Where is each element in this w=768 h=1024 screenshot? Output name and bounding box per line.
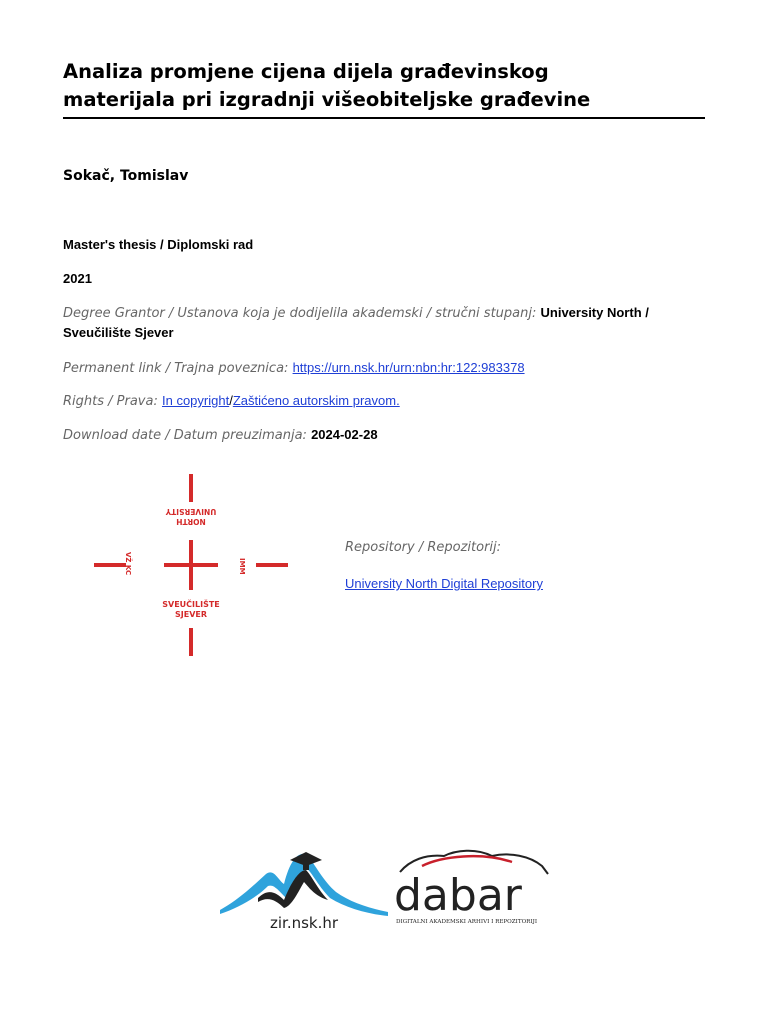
document-type: Master's thesis / Diplomski rad — [63, 237, 254, 252]
dabar-logo-subtitle: DIGITALNI AKADEMSKI ARHIVI I REPOZITORIJI — [396, 919, 538, 925]
logo-text-sveuciliste: SVEUČILIŠTE — [162, 600, 220, 609]
permanent-url-link[interactable]: https://urn.nsk.hr/urn:nbn:hr:122:983378 — [292, 360, 525, 375]
repository-label: Repository / Repozitorij: — [345, 540, 502, 555]
logo-bar-bottom — [189, 628, 193, 656]
in-copyright-link[interactable]: In copyright — [161, 393, 230, 408]
copyright-protected-link[interactable]: Zaštićeno autorskim pravom. — [232, 393, 400, 408]
grantor-label: Degree Grantor / Ustanova koja je dodijelila akademski / stručni stupanj: — [63, 306, 537, 321]
zir-logo-text: zir.nsk.hr — [270, 914, 339, 932]
dabar-logo — [392, 846, 552, 928]
beaver-accent-icon — [422, 856, 512, 866]
permanent-label: Permanent link / Trajna poveznica: — [63, 361, 289, 376]
logo-bar-right — [256, 563, 288, 567]
logo-text-sjever: SJEVER — [174, 610, 208, 619]
logo-text-imm: IMM — [238, 558, 246, 575]
logo-text-university: UNIVERSITY — [165, 507, 217, 516]
university-north-logo — [88, 470, 294, 660]
logo-bar-left — [94, 563, 126, 567]
logo-text-vzkc: VŽ KC — [124, 552, 132, 576]
title-divider — [63, 117, 705, 119]
logo-bar-top — [189, 474, 193, 502]
repository-link[interactable]: University North Digital Repository — [345, 576, 543, 591]
rights-separator: / — [229, 393, 233, 408]
permanent-link — [63, 358, 525, 378]
rights — [63, 391, 400, 411]
author: Sokač, Tomislav — [63, 168, 189, 184]
logo-cross-horizontal — [164, 563, 218, 567]
title-line-2: materijala pri izgradnji višeobiteljske građevine — [63, 88, 591, 111]
document-year: 2021 — [63, 271, 92, 286]
grantor-value: University North / Sveučilište Sjever — [63, 305, 649, 340]
degree-grantor — [63, 303, 678, 343]
document-title — [63, 58, 703, 114]
zir-logo — [218, 840, 390, 932]
rights-label: Rights / Prava: — [63, 394, 158, 409]
title-line-1: Analiza promjene cijena dijela građevinskog — [63, 60, 549, 83]
download-label: Download date / Datum preuzimanja: — [63, 428, 307, 443]
download-date-value: 2024-02-28 — [311, 427, 378, 442]
dabar-logo-text: dabar — [394, 870, 522, 921]
logo-text-north: NORTH — [176, 517, 206, 526]
download-date — [63, 425, 378, 445]
